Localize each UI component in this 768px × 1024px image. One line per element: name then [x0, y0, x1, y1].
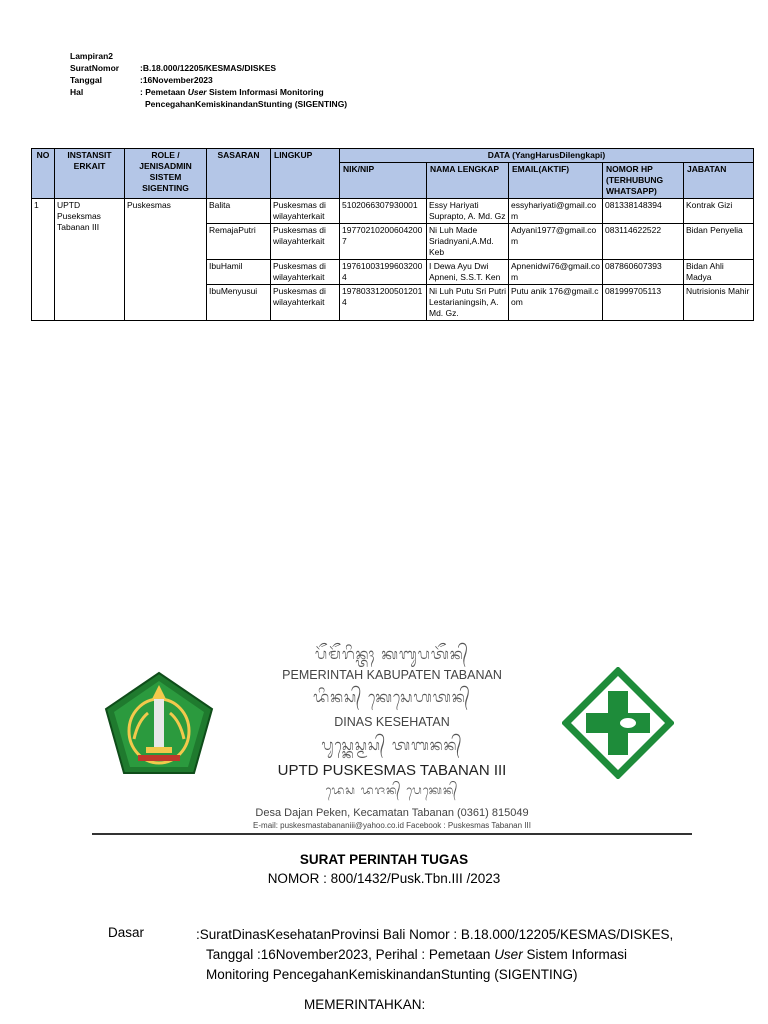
cell-nama: Ni Luh Made Sriadnyani,A.Md. Keb — [427, 224, 509, 260]
table-row — [32, 199, 754, 224]
cell-instansi: UPTD Puseksmas Tabanan III — [55, 199, 125, 321]
header-role: ROLE / JENISADMIN SISTEM SIGENTING — [125, 149, 207, 199]
letterhead-line-3: UPTD PUSKESMAS TABANAN III — [277, 762, 507, 779]
balinese-script-line-1: ᬧᭂᬫᭂᬭᬶᬦ᭄ᬢᬄ ᬓᬩᬸᬧᬢᭂᬦ᭄ — [315, 645, 469, 663]
cell-jabatan: Bidan Penyelia — [684, 224, 754, 260]
cell-sasaran: RemajaPutri — [207, 224, 271, 260]
letterhead-line-1: PEMERINTAH KABUPATEN TABANAN — [282, 668, 502, 682]
cell-lingkup: Puskesmas di wilayahterkait — [271, 285, 340, 321]
hal-row — [70, 86, 347, 98]
cell-email: Putu anik 176@gmail.com — [509, 285, 603, 321]
cell-nama: Essy Hariyati Suprapto, A. Md. Gz — [427, 199, 509, 224]
cell-hp: 081338148394 — [603, 199, 684, 224]
header-lingkup: LINGKUP — [271, 149, 340, 199]
surat-nomor-value: :B.18.000/12205/KESMAS/DISKES — [140, 63, 277, 73]
cell-role: Puskesmas — [125, 199, 207, 321]
dasar-line-3: Monitoring PencegahanKemiskinandanStunting (SIGENTING) — [206, 967, 578, 982]
header-nama: NAMA LENGKAP — [427, 163, 509, 199]
cell-email: essyhariyati@gmail.com — [509, 199, 603, 224]
letterhead-line-5: E-mail: puskesmastabananiii@yahoo.co.id Facebook : Puskesmas Tabanan III — [253, 821, 531, 830]
cell-hp: 083114622522 — [603, 224, 684, 260]
hal-value-line2: PencegahanKemiskinandanStunting (SIGENTING) — [145, 99, 348, 109]
memerintahkan-heading: MEMERINTAHKAN: — [304, 997, 426, 1012]
cell-hp: 087860607393 — [603, 260, 684, 285]
balinese-script-line-3: ᬧᬸᬲ᭄ᬓᬾᬲ᭄ᬫᬲ᭄ ᬢᬩᬦᬦ᭄ — [321, 736, 463, 754]
tanggal-value: :16November2023 — [140, 75, 213, 85]
letterhead-divider — [92, 833, 692, 835]
document-title: SURAT PERINTAH TUGAS — [299, 852, 469, 867]
cell-sasaran: IbuMenyusui — [207, 285, 271, 321]
attachment-header — [70, 50, 347, 110]
cell-nik: 197610031996032004 — [340, 260, 427, 285]
document-number: NOMOR : 800/1432/Pusk.Tbn.III /2023 — [267, 871, 501, 886]
header-data: DATA (YangHarusDilengkapi) — [340, 149, 754, 163]
cell-email: Adyani1977@gmail.com — [509, 224, 603, 260]
header-no: NO — [32, 149, 55, 199]
dasar-label: Dasar — [108, 925, 145, 940]
header-jabatan: JABATAN — [684, 163, 754, 199]
cell-hp: 081999705113 — [603, 285, 684, 321]
cell-lingkup: Puskesmas di wilayahterkait — [271, 224, 340, 260]
header-nomor-hp: NOMOR HP (TERHUBUNG WHATSAPP) — [603, 163, 684, 199]
header-instansi: INSTANSIT ERKAIT — [55, 149, 125, 199]
balinese-script-line-2: ᬤᬶᬦᬲ᭄ ᬓᬾᬲᬾᬳᬢᬦ᭄ — [313, 688, 471, 706]
letterhead-line-4: Desa Dajan Peken, Kecamatan Tabanan (0361) 815049 — [255, 807, 529, 819]
cell-email: Apnenidwi76@gmail.com — [509, 260, 603, 285]
tanggal-row — [70, 74, 347, 86]
user-mapping-table — [31, 148, 754, 321]
tanggal-label: Tanggal — [70, 75, 102, 85]
dasar-text — [196, 925, 756, 985]
cell-nik: 197702102006042007 — [340, 224, 427, 260]
dasar-line-1: :SuratDinasKesehatanProvinsi Bali Nomor : B.18.000/12205/KESMAS/DISKES, — [196, 927, 674, 942]
cell-nik: 5102066307930001 — [340, 199, 427, 224]
cell-no: 1 — [32, 199, 55, 321]
cell-lingkup: Puskesmas di wilayahterkait — [271, 260, 340, 285]
balinese-script-line-4: ᬤᬾᬲ ᬤᬚᬦ᭄ ᬧᬾᬓᬾᬦ᭄ — [325, 783, 459, 797]
hal-label: Hal — [70, 87, 84, 97]
header-sasaran: SASARAN — [207, 149, 271, 199]
cell-nama: I Dewa Ayu Dwi Apneni, S.S.T. Ken — [427, 260, 509, 285]
cell-jabatan: Kontrak Gizi — [684, 199, 754, 224]
header-nik: NIK/NIP — [340, 163, 427, 199]
lampiran-label: Lampiran2 — [70, 51, 113, 61]
cell-lingkup: Puskesmas di wilayahterkait — [271, 199, 340, 224]
cell-sasaran: IbuHamil — [207, 260, 271, 285]
cell-nik: 197803312005012014 — [340, 285, 427, 321]
cell-sasaran: Balita — [207, 199, 271, 224]
letterhead — [92, 637, 692, 837]
cell-jabatan: Nutrisionis Mahir — [684, 285, 754, 321]
header-email: EMAIL(AKTIF) — [509, 163, 603, 199]
letterhead-line-2: DINAS KESEHATAN — [334, 715, 450, 729]
cell-nama: Ni Luh Putu Sri Putri Lestarianingsih, A. Md. Gz. — [427, 285, 509, 321]
surat-nomor-row — [70, 62, 347, 74]
surat-nomor-label: SuratNomor — [70, 63, 120, 73]
hal-value: : Pemetaan User Sistem Informasi Monitoring — [140, 87, 324, 97]
cell-jabatan: Bidan Ahli Madya — [684, 260, 754, 285]
dasar-line-2: Tanggal :16November2023, Perihal : Pemetaan User Sistem Informasi — [206, 947, 627, 962]
